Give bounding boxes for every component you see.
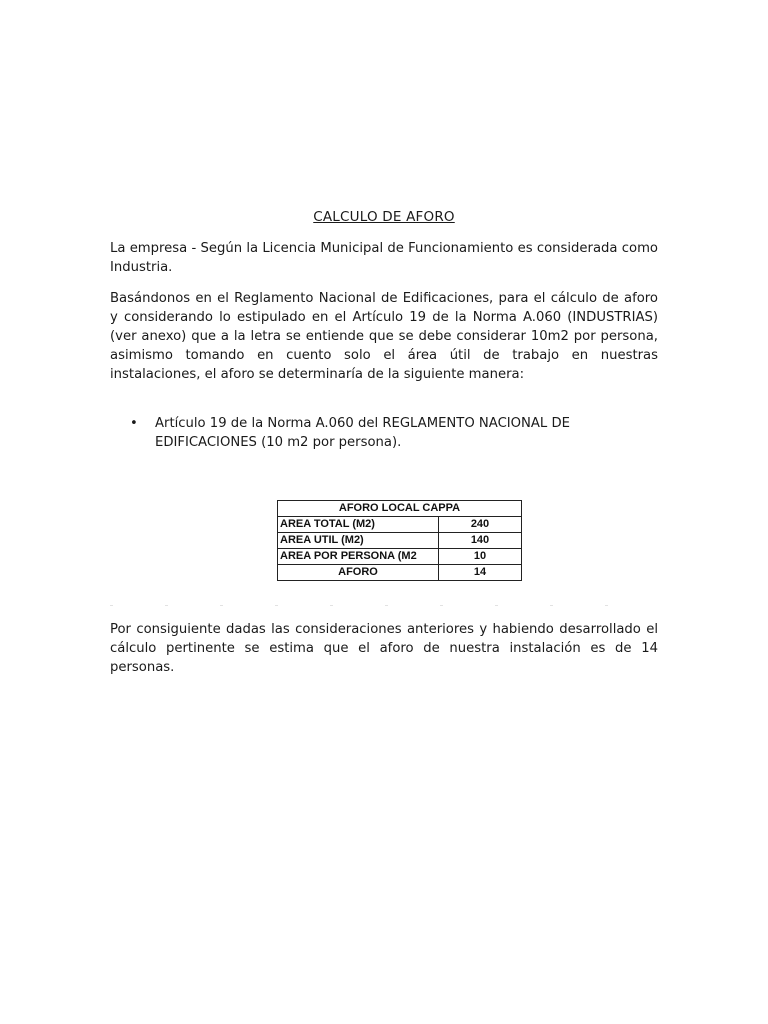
table-cell-label: AREA UTIL (M2) <box>278 533 439 549</box>
table-row <box>278 549 522 565</box>
paragraph-conclusion: Por consiguiente dadas las consideraciones anteriores y habiendo desarrollado el cálculo pertinente se estima que el aforo de nuestra instalación es de 14 personas. <box>110 622 658 675</box>
table-row <box>278 565 522 581</box>
table-cell-label: AFORO <box>278 565 439 581</box>
paragraph-company-type: La empresa - Según la Licencia Municipal de Funcionamiento es considerada como Industria. <box>110 241 658 275</box>
table-cell-label: AREA POR PERSONA (M2 <box>278 549 439 565</box>
table-cell-value: 240 <box>439 517 522 533</box>
bullet-text: Artículo 19 de la Norma A.060 del REGLAMENTO NACIONAL DE EDIFICACIONES (10 m2 por persona). <box>155 416 570 450</box>
table-header: AFORO LOCAL CAPPA <box>278 501 522 517</box>
table-cell-value: 14 <box>439 565 522 581</box>
table-header-row <box>278 501 522 517</box>
document-title: CALCULO DE AFORO <box>313 209 455 225</box>
table-cell-value: 140 <box>439 533 522 549</box>
table-cell-value: 10 <box>439 549 522 565</box>
aforo-table <box>277 500 522 581</box>
paragraph-regulation: Basándonos en el Reglamento Nacional de Edificaciones, para el cálculo de aforo y considerando lo estipulado en el Artículo 19 de la Norma A.060 (INDUSTRIAS) (ver anexo) que a la letra se entiende que se debe considerar 10m2 por persona, asimismo tomando en cuento solo el área útil de trabajo en nuestras instalaciones, el aforo se determinaría de la siguiente manera: <box>110 291 658 382</box>
table-cell-label: AREA TOTAL (M2) <box>278 517 439 533</box>
bullet-marker: • <box>130 416 138 431</box>
table-row <box>278 533 522 549</box>
faint-divider <box>110 605 658 606</box>
table-row <box>278 517 522 533</box>
